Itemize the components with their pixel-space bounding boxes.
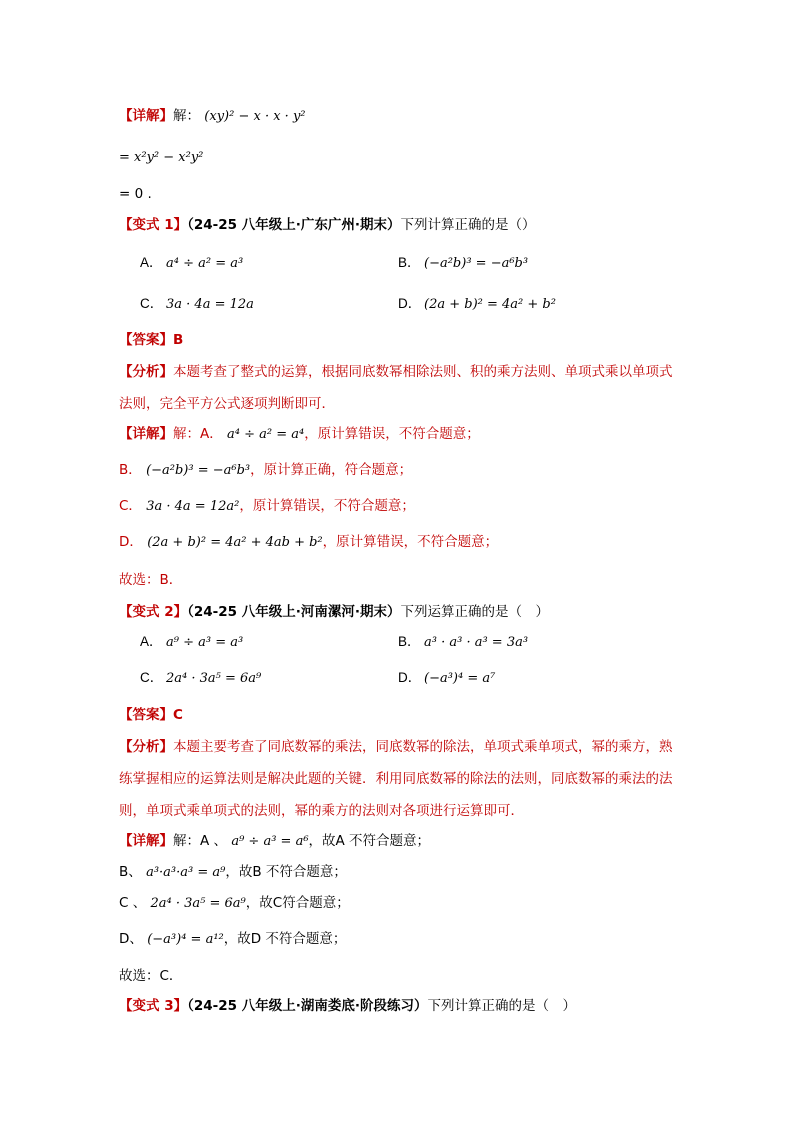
option-b	[398, 253, 528, 274]
question-source: （24-25 八年级上·广东广州·期末）	[187, 217, 401, 233]
detail-text: ，故C符合题意；	[245, 895, 350, 911]
analysis-paragraph	[119, 731, 679, 827]
question-source: （24-25 八年级上·河南漯河·期末）	[187, 604, 401, 620]
detail-prefix: D．	[119, 534, 143, 550]
detail-prefix: 解：A 、	[173, 833, 228, 849]
conclusion-line: 故选：B．	[119, 572, 183, 588]
variant-tag: 【变式 2】	[119, 604, 188, 620]
math-expression: 3a · 4a = 12a²	[146, 499, 240, 514]
option-expression: 2a⁴ · 3a⁵ = 6a⁹	[166, 671, 262, 686]
detail-tag: 【详解】	[119, 426, 173, 442]
analysis-text: 本题主要考查了同底数幂的乘法，同底数幂的除法，单项式乘单项式，幂的乘方，熟练掌握相应的运算法则是解决此题的关键．利用同底数幂的除法的法则，同底数幂的乘法的法则，单项式乘单项式的法则，幂的乘方的法则对各项进行运算即可．	[119, 739, 673, 819]
detail-line	[119, 496, 415, 517]
detail-text: ，原计算错误，不符合题意；	[304, 426, 480, 442]
variant-heading	[119, 215, 535, 235]
option-a	[140, 632, 243, 653]
option-d	[398, 668, 495, 689]
option-c	[140, 294, 254, 315]
answer-line	[119, 330, 183, 350]
detail-prefix: D、	[119, 931, 143, 947]
detail-line	[119, 862, 347, 883]
option-expression: a⁴ ÷ a² = a³	[166, 256, 244, 271]
option-letter: B．	[398, 255, 421, 270]
detail-prefix: B、	[119, 864, 142, 880]
option-expression: 3a · 4a = 12a	[166, 297, 254, 312]
detail-prefix: 解：A．	[173, 426, 223, 442]
variant-heading	[119, 602, 549, 622]
detail-line	[119, 831, 430, 852]
math-step: = 0 .	[119, 186, 152, 202]
detail-tag: 【详解】	[119, 833, 173, 849]
question-text: 下列运算正确的是（ ）	[400, 604, 549, 620]
answer-tag: 【答案】	[119, 707, 173, 723]
answer-line	[119, 705, 183, 725]
math-expression: a⁴ ÷ a² = a⁴	[227, 427, 305, 442]
option-letter: D．	[398, 296, 422, 311]
detail-line	[119, 929, 346, 950]
option-expression: (2a + b)² = 4a² + b²	[424, 297, 556, 312]
math-expression: a³·a³·a³ = a⁹	[146, 865, 226, 880]
option-expression: a³ · a³ · a³ = 3a³	[424, 635, 529, 650]
detail-prefix: C．	[119, 498, 142, 514]
detail-prefix: C 、	[119, 895, 147, 911]
detail-text: ，原计算错误，不符合题意；	[239, 498, 415, 514]
answer-value: C	[173, 707, 183, 723]
answer-tag: 【答案】	[119, 332, 173, 348]
variant-tag: 【变式 3】	[119, 998, 188, 1014]
analysis-tag: 【分析】	[119, 739, 173, 755]
detail-text: ，故B 不符合题意；	[225, 864, 347, 880]
detail-text: ，故D 不符合题意；	[223, 931, 347, 947]
option-d	[398, 294, 556, 315]
math-expression: (−a²b)³ = −a⁶b³	[146, 463, 251, 478]
detail-tag: 【详解】	[119, 108, 173, 124]
option-letter: A．	[140, 634, 163, 649]
option-a	[140, 253, 243, 274]
question-text: 下列计算正确的是（）	[400, 217, 536, 233]
detail-text: ，原计算正确，符合题意；	[250, 462, 413, 478]
variant-tag: 【变式 1】	[119, 217, 188, 233]
analysis-paragraph	[119, 356, 679, 420]
option-letter: C．	[140, 296, 164, 311]
option-letter: C．	[140, 670, 164, 685]
detail-text: ，原计算错误，不符合题意；	[322, 534, 499, 550]
option-letter: B．	[398, 634, 421, 649]
detail-line	[119, 106, 306, 127]
detail-prefix: B．	[119, 462, 142, 478]
conclusion-line: 故选：C．	[119, 968, 183, 984]
option-letter: A．	[140, 255, 163, 270]
option-expression: (−a³)⁴ = a⁷	[424, 671, 496, 686]
math-expression: a⁹ ÷ a³ = a⁶	[231, 834, 309, 849]
detail-text: ，故A 不符合题意；	[308, 833, 431, 849]
math-expression: (2a + b)² = 4a² + 4ab + b²	[147, 535, 323, 550]
math-expression: (xy)² − x · x · y²	[204, 109, 306, 124]
analysis-tag: 【分析】	[119, 364, 173, 380]
option-b	[398, 632, 528, 653]
detail-prefix: 解：	[173, 108, 200, 124]
math-expression: 2a⁴ · 3a⁵ = 6a⁹	[150, 896, 246, 911]
detail-line	[119, 532, 498, 553]
math-step: = x²y² − x²y²	[119, 150, 204, 165]
option-expression: (−a²b)³ = −a⁶b³	[424, 256, 529, 271]
option-letter: D．	[398, 670, 422, 685]
answer-value: B	[173, 332, 184, 348]
question-text: 下列计算正确的是（ ）	[427, 998, 576, 1014]
detail-line	[119, 893, 350, 914]
option-c	[140, 668, 261, 689]
analysis-text: 本题考查了整式的运算，根据同底数幂相除法则、积的乘方法则、单项式乘以单项式法则，完全平方公式逐项判断即可．	[119, 364, 673, 412]
variant-heading	[119, 996, 576, 1016]
option-expression: a⁹ ÷ a³ = a³	[166, 635, 244, 650]
question-source: （24-25 八年级上·湖南娄底·阶段练习）	[187, 998, 428, 1014]
detail-line	[119, 424, 480, 445]
detail-line	[119, 460, 412, 481]
math-expression: (−a³)⁴ = a¹²	[147, 932, 224, 947]
